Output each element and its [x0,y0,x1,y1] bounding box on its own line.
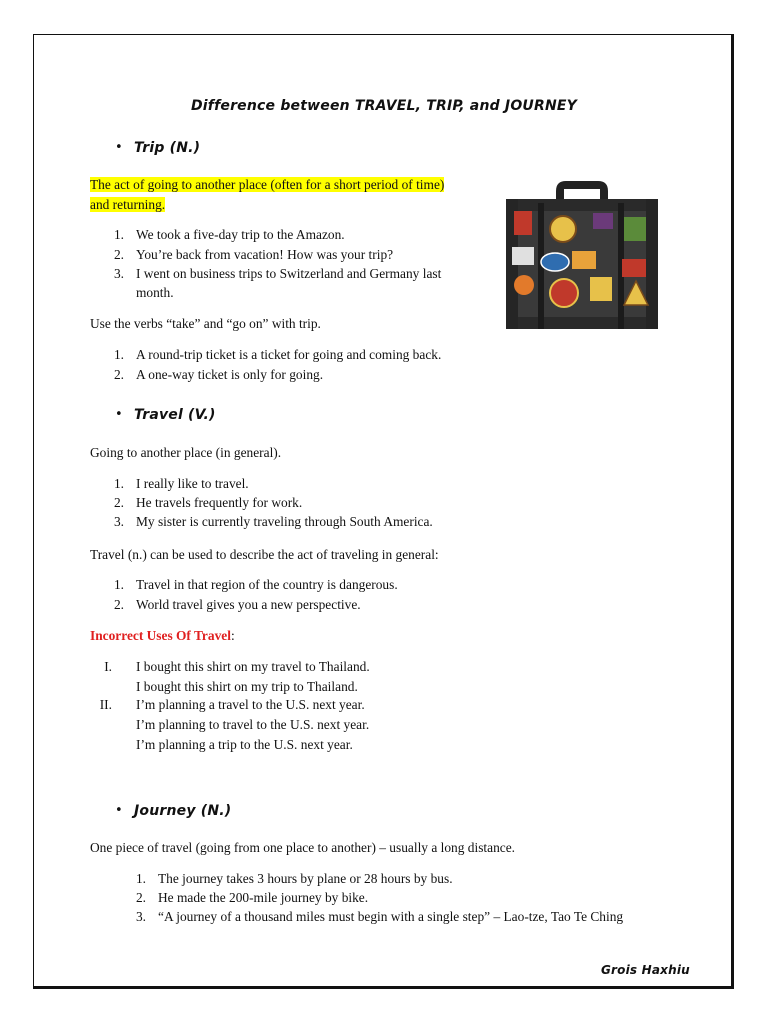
signature: Grois Haxhiu [601,963,690,977]
list-item-number: 1. [113,347,124,362]
sticker [590,277,612,301]
suitcase-image [498,177,666,337]
list-item-number: 2. [113,367,124,382]
trip-heading: Trip (N.) [134,140,201,156]
list-item: I went on business trips to Switzerland and Germany last [136,266,442,281]
list-item: A round-trip ticket is a ticket for going and coming back. [136,347,442,362]
sticker [512,247,534,265]
incorrect-uses-colon: : [230,628,235,643]
list-item-number: 2. [113,495,124,510]
journey-definition: One piece of travel (going from one place to another) – usually a long distance. [90,840,516,855]
roman-number: II. [99,697,112,712]
bullet-icon: • [115,407,123,422]
list-item-number: 1. [113,577,124,592]
list-item-number: 2. [113,247,124,262]
list-item: “A journey of a thousand miles must begin with a single step” – Lao-tze, Tao Te Ching [158,909,624,924]
suitcase-handle [556,181,608,199]
travel-heading: Travel (V.) [134,407,216,423]
list-item-number: 3. [113,266,124,281]
trip-definition [90,175,444,214]
list-item-number: 1. [113,227,124,242]
bullet-icon: • [115,140,123,155]
sticker [622,259,646,277]
incorrect-uses-label: Incorrect Uses Of Travel [90,628,231,643]
list-item: I bought this shirt on my trip to Thailand. [136,679,358,694]
sticker [541,253,569,271]
document-title: Difference between TRAVEL, TRIP, and JOURNEY [190,98,577,114]
list-item: The journey takes 3 hours by plane or 28 hours by bus. [158,871,453,886]
trip-definition-line2: and returning. [90,196,166,212]
list-item-number: 3. [135,909,146,924]
journey-heading: Journey (N.) [134,803,232,819]
bullet-icon: • [115,803,123,818]
sticker [550,279,578,307]
list-item: I bought this shirt on my travel to Thailand. [136,659,370,674]
list-item: I’m planning a trip to the U.S. next year. [136,737,353,752]
sticker [514,211,532,235]
travel-noun-note: Travel (n.) can be used to describe the act of traveling in general: [90,547,439,562]
travel-definition: Going to another place (in general). [90,445,282,460]
list-item: A one-way ticket is only for going. [136,367,324,382]
list-item-number: 2. [113,597,124,612]
list-item-number: 1. [135,871,146,886]
sticker [624,217,646,241]
trip-definition-line1: The act of going to another place (often for a short period of time) [90,177,445,192]
list-item: I really like to travel. [136,476,249,491]
list-item: We took a five-day trip to the Amazon. [136,227,345,242]
list-item: My sister is currently traveling through South America. [136,514,433,529]
list-item-continuation: month. [136,285,174,300]
list-item: I’m planning a travel to the U.S. next year. [136,697,365,712]
sticker [572,251,596,269]
list-item: He made the 200-mile journey by bike. [158,890,369,905]
sticker [593,213,613,229]
list-item-number: 1. [113,476,124,491]
sticker [514,275,534,295]
list-item: I’m planning to travel to the U.S. next year. [136,717,370,732]
incorrect-uses-heading [90,626,235,646]
list-item: World travel gives you a new perspective. [136,597,361,612]
trip-verbs-note: Use the verbs “take” and “go on” with trip. [90,316,321,331]
list-item-number: 3. [113,514,124,529]
list-item-number: 2. [135,890,146,905]
roman-number: I. [104,659,112,674]
list-item: Travel in that region of the country is dangerous. [136,577,398,592]
list-item: He travels frequently for work. [136,495,303,510]
list-item: You’re back from vacation! How was your trip? [136,247,394,262]
sticker [550,216,576,242]
